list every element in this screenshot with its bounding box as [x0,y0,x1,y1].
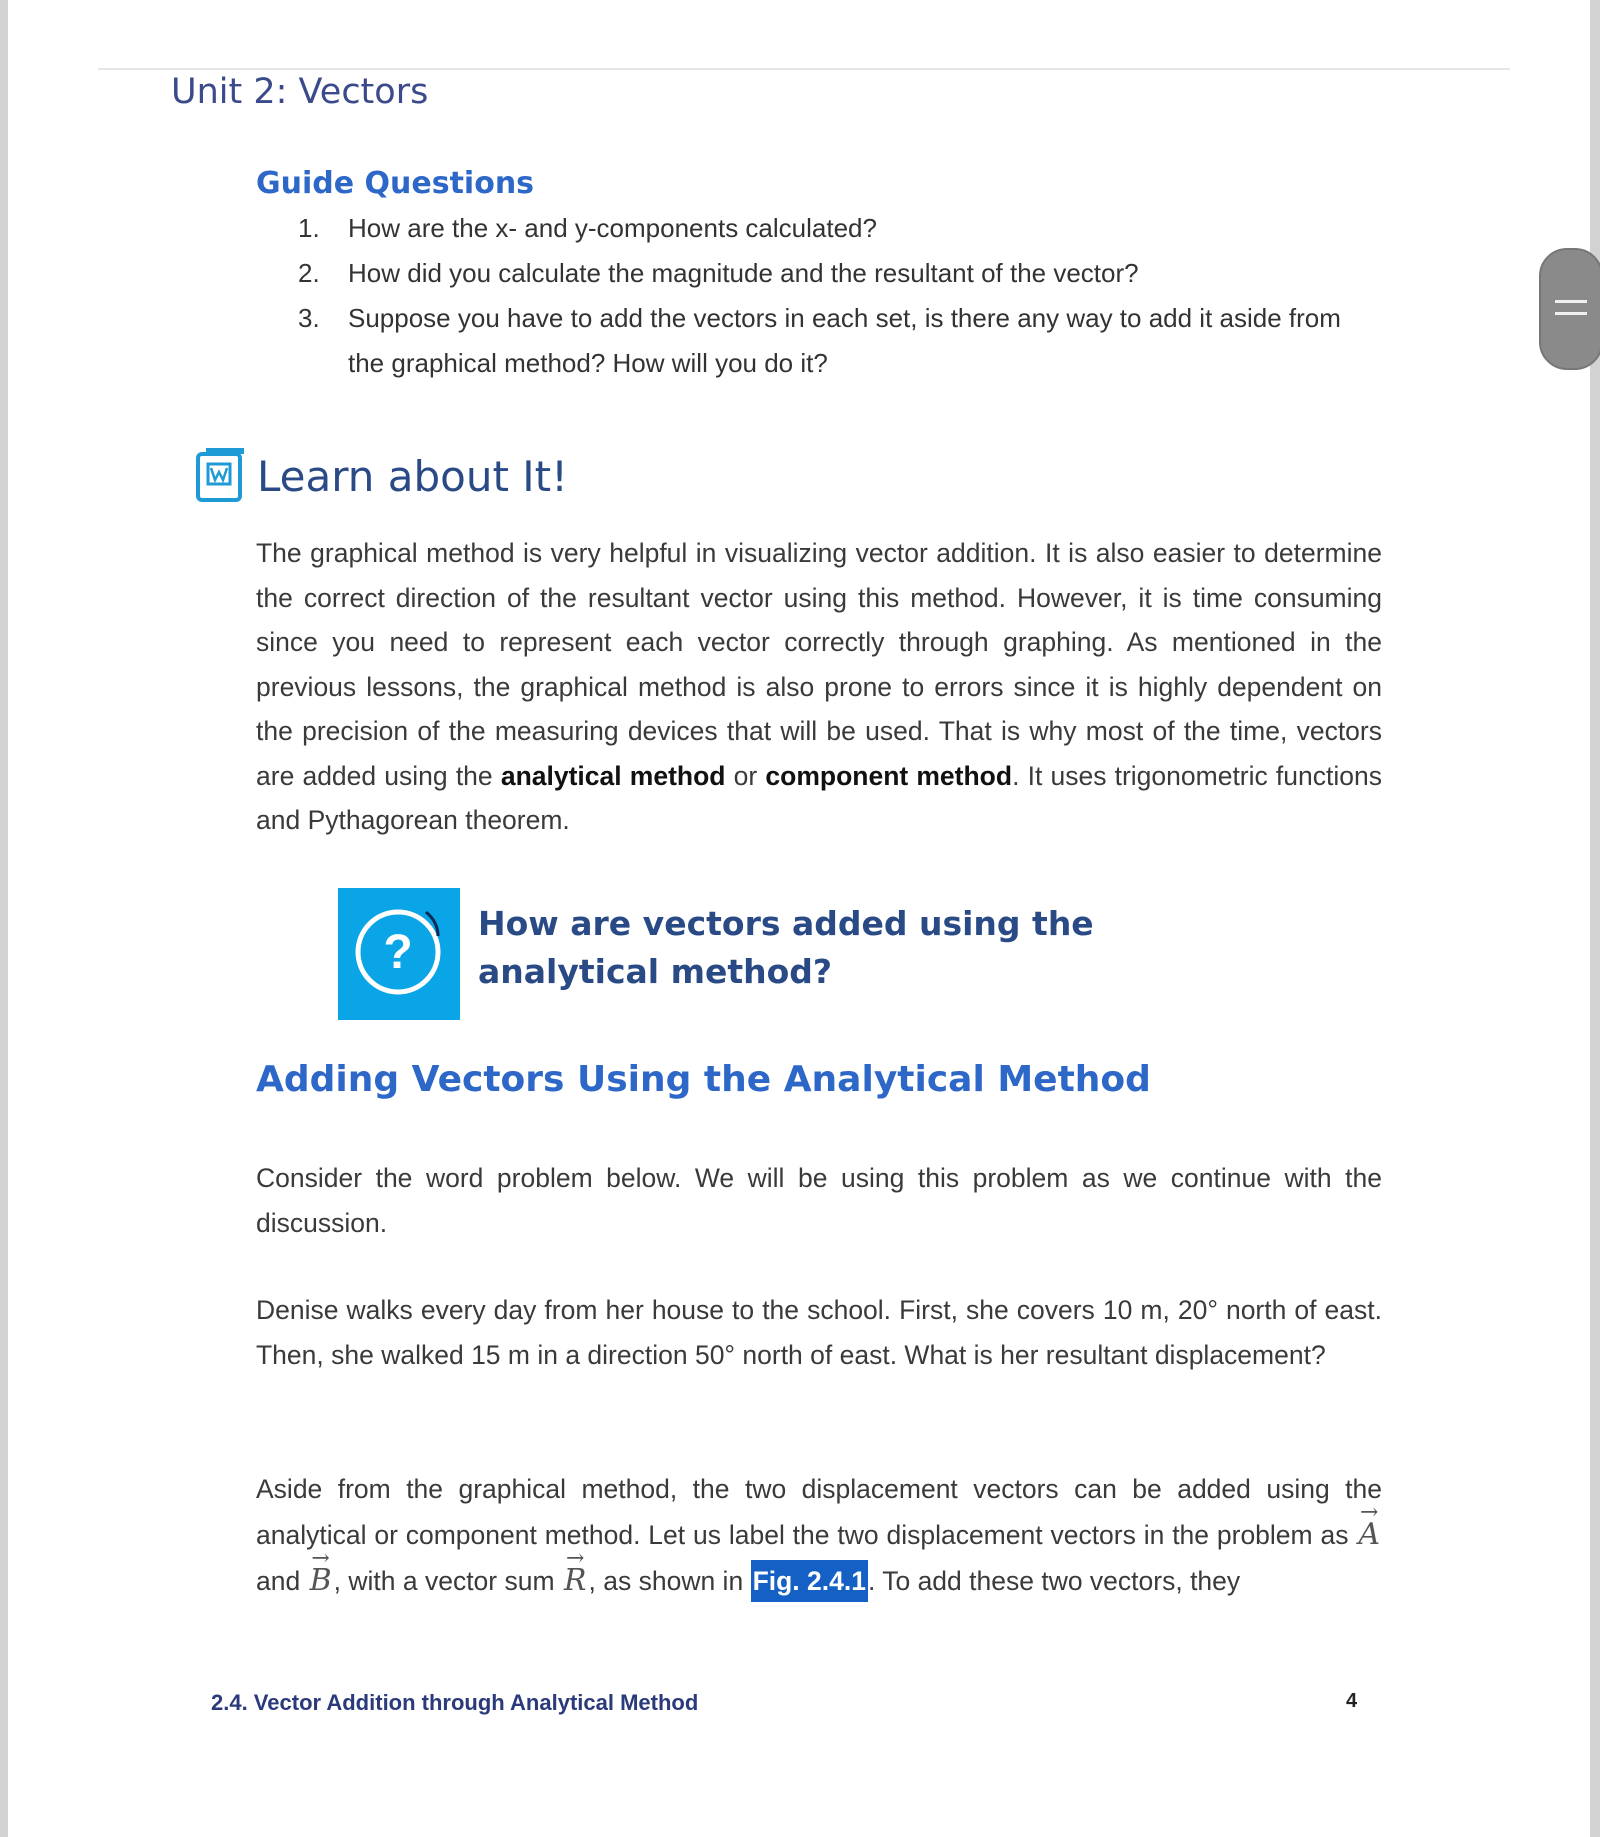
section-heading: Adding Vectors Using the Analytical Method [256,1059,1151,1100]
term-component-method: component method [765,760,1013,791]
guide-questions-list [298,206,1348,386]
book-icon [194,446,246,504]
guide-question-item: 1. How are the x- and y-components calculated? [298,213,877,243]
guide-questions-heading: Guide Questions [256,166,535,201]
intro-paragraph: The graphical method is very helpful in visualizing vector addition. It is also easier to determine the correct direction of the resultant vector using this method. However, it is time consuming since you need to represent each vector correctly through graphing. As mentioned in the previous lessons, the graphical method is also prone to errors since it is highly dependent on the precision of the measuring devices that will be used. That is why most of the time, vectors are added using the analytical method or component method. It uses trigonometric functions and Pythagorean theorem. [256,538,1382,835]
page-number: 4 [1346,1690,1358,1712]
consider-paragraph: Consider the word problem below. We will be using this problem as we continue with the discussion. [256,1163,1382,1238]
guide-question-item: 2. How did you calculate the magnitude and the resultant of the vector? [298,258,1139,288]
document-page [8,0,1590,1837]
grip-line [1555,312,1587,315]
grip-line [1555,300,1587,303]
scroll-handle[interactable] [1539,248,1600,370]
term-analytical-method: analytical method [500,760,726,791]
question-mark-icon [338,888,460,1020]
figure-link[interactable]: Fig. 2.4.1 [751,1560,868,1602]
word-problem-paragraph: Denise walks every day from her house to the school. First, she covers 10 m, 20° north of east. Then, she walked 15 m in a direction 50° north of east. What is her resultant displacement? [256,1295,1382,1370]
vector-a: → A [1356,1512,1382,1558]
essential-question: How are vectors added using the analytical method? [478,904,1094,991]
learn-about-it-heading: Learn about It! [257,452,568,501]
guide-question-item: 3. Suppose you have to add the vectors in each set, is there any way to add it aside from the graphical method? How will you do it? [298,303,1341,378]
vector-b: → B [308,1558,334,1604]
footer-lesson-title: 2.4. Vector Addition through Analytical Method [211,1690,699,1715]
analytical-method-paragraph: Aside from the graphical method, the two displacement vectors can be added using the analytical or component method. Let us label the two displacement vectors in the problem as → A and → B, with a vector sum → R, as shown in Fig. 2.4.1. To add these two vectors, they [256,1466,1382,1604]
header-divider [98,68,1510,70]
question-symbol: ? [383,926,413,979]
vector-r: → R [562,1558,589,1604]
unit-title: Unit 2: Vectors [171,72,429,112]
question-icon-box [338,888,460,1020]
